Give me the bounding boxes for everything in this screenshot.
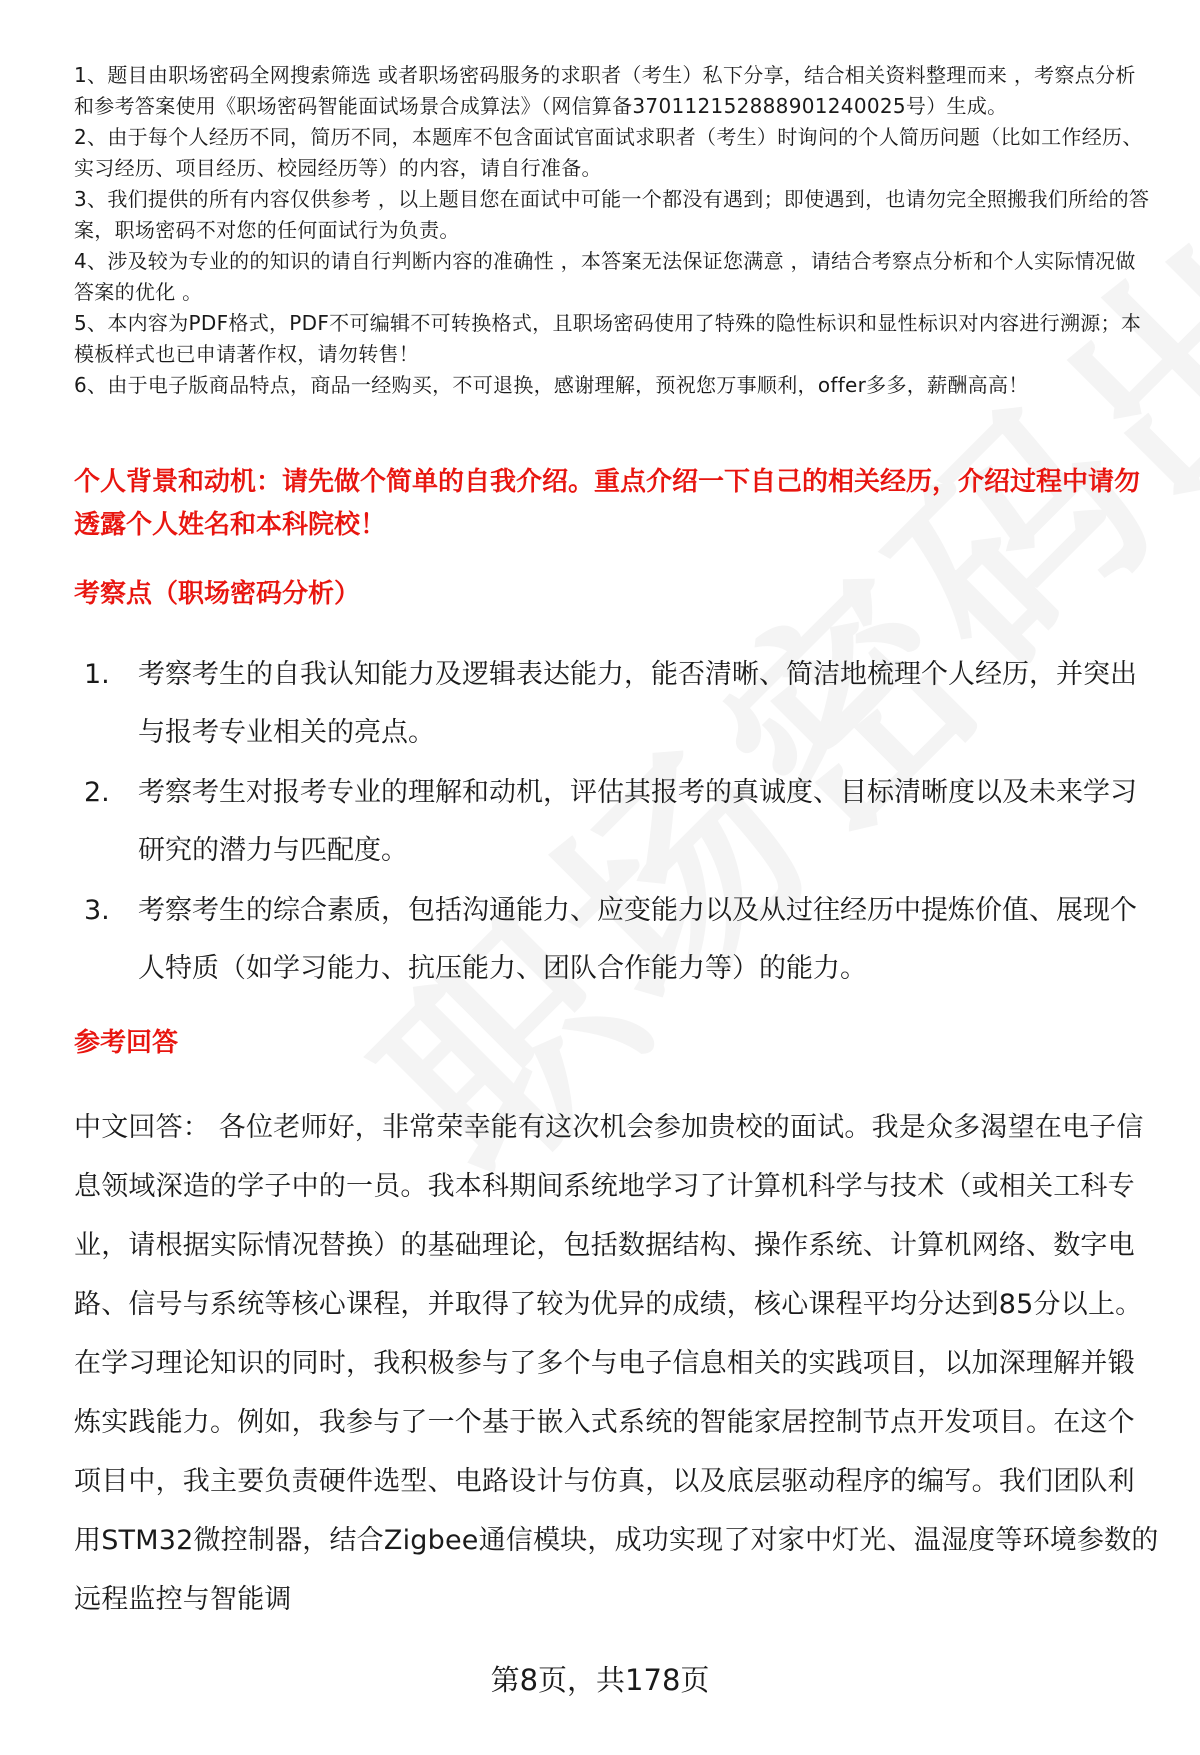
list-item	[74, 764, 1154, 880]
list-number: 2.	[84, 777, 110, 808]
notice-item: 1、题目由职场密码全网搜索筛选 或者职场密码服务的求职者（考生）私下分享，结合相关资料整理而来 ，考察点分析和参考答案使用《职场密码智能面试场景合成算法》（网信算备370112152888901240025号）生成。	[74, 63, 1136, 118]
notice-item: 3、我们提供的所有内容仅供参考 ，以上题目您在面试中可能一个都没有遇到；即使遇到，也请勿完全照搬我们所给的答案，职场密码不对您的任何面试行为负责。	[74, 187, 1150, 242]
list-text: 考察考生对报考专业的理解和动机，评估其报考的真诚度、目标清晰度以及未来学习研究的潜力与匹配度。	[138, 777, 1137, 866]
notice-item: 2、由于每个人经历不同，简历不同，本题库不包含面试官面试求职者（考生）时询问的个人简历问题（比如工作经历、实习经历、项目经历、校园经历等）的内容，请自行准备。	[74, 125, 1143, 180]
answer-text: 中文回答： 各位老师好，非常荣幸能有这次机会参加贵校的面试。我是众多渴望在电子信息领域深造的学子中的一员。我本科期间系统地学习了计算机科学与技术（或相关工科专业，请根据实际情况替换）的基础理论，包括数据结构、操作系统、计算机网络、数字电路、信号与系统等核心课程，并取得了较为优异的成绩，核心课程平均分达到85分以上。在学习理论知识的同时，我积极参与了多个与电子信息相关的实践项目，以加深理解并锻炼实践能力。例如，我参与了一个基于嵌入式系统的智能家居控制节点开发项目。在这个项目中，我主要负责硬件选型、电路设计与仿真，以及底层驱动程序的编写。我们团队利用STM32微控制器，结合Zigbee通信模块，成功实现了对家中灯光、温湿度等环境参数的远程监控与智能调	[74, 1112, 1159, 1615]
list-item	[74, 882, 1154, 998]
notice-item: 4、涉及较为专业的的知识的请自行判断内容的准确性 ，本答案无法保证您满意 ，请结合考察点分析和个人实际情况做答案的优化 。	[74, 249, 1136, 304]
list-number: 3.	[84, 895, 110, 926]
notice-item: 6、由于电子版商品特点，商品一经购买，不可退换，感谢理解，预祝您万事顺利，offer多多，薪酬高高！	[74, 373, 1029, 397]
list-number: 1.	[84, 659, 110, 690]
page-number: 第8页，共178页	[490, 1663, 710, 1697]
analysis-list	[74, 646, 1154, 1000]
analysis-heading: 考察点（职场密码分析）	[74, 579, 361, 609]
notice-list	[74, 60, 1154, 401]
list-text: 考察考生的综合素质，包括沟通能力、应变能力以及从过往经历中提炼价值、展现个人特质（如学习能力、抗压能力、团队合作能力等）的能力。	[138, 895, 1137, 984]
list-item	[74, 646, 1154, 762]
question-heading: 个人背景和动机：请先做个简单的自我介绍。重点介绍一下自己的相关经历，介绍过程中请勿透露个人姓名和本科院校！	[74, 467, 1141, 540]
notice-item: 5、本内容为PDF格式，PDF不可编辑不可转换格式，且职场密码使用了特殊的隐性标识和显性标识对内容进行溯源；本模板样式也已申请著作权，请勿转售！	[74, 311, 1142, 366]
answer-heading: 参考回答	[74, 1028, 179, 1058]
list-text: 考察考生的自我认知能力及逻辑表达能力，能否清晰、简洁地梳理个人经历，并突出与报考专业相关的亮点。	[138, 659, 1137, 748]
